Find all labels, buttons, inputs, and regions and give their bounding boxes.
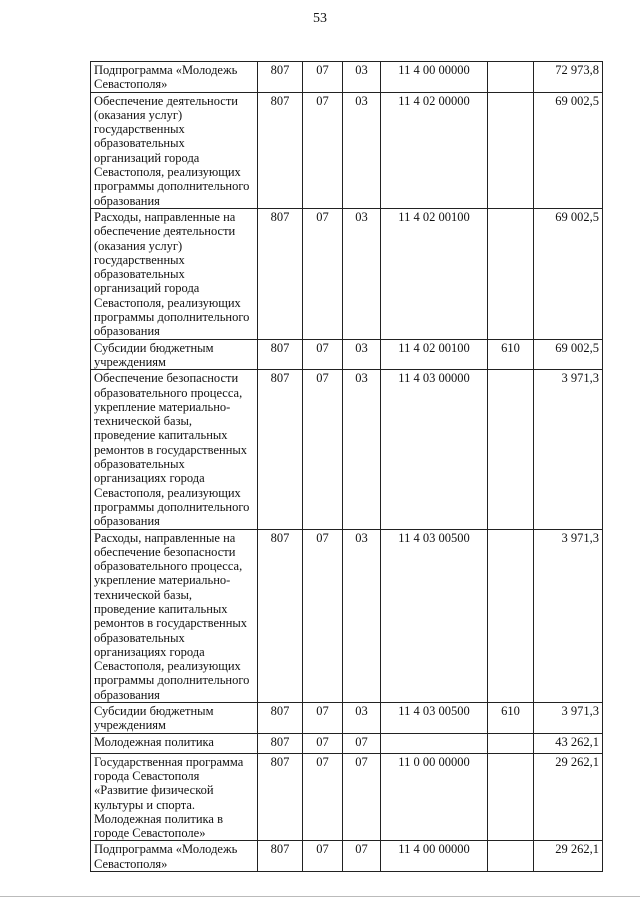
target-article-code: 11 4 00 00000 <box>381 62 488 93</box>
table-row <box>91 753 603 841</box>
row-name: Расходы, направленные на обеспечение деятельности (оказания услуг) государственных образовательных организаций города Севастополя, реализующих программы дополнительного образования <box>91 208 258 339</box>
amount: 69 002,5 <box>534 208 603 339</box>
row-name: Обеспечение безопасности образовательного процесса, укрепление материально-технической базы, проведение капитальных ремонтов в государственных образовательных организациях города Севастополя, реализующих программы дополнительного образования <box>91 370 258 529</box>
ministry-code: 807 <box>258 370 303 529</box>
subsection-code: 03 <box>343 92 381 208</box>
expense-type-code <box>488 733 534 753</box>
section-code: 07 <box>303 370 343 529</box>
target-article-code: 11 4 00 00000 <box>381 841 488 872</box>
target-article-code: 11 4 03 00500 <box>381 703 488 734</box>
target-article-code <box>381 733 488 753</box>
table-row <box>91 370 603 529</box>
ministry-code: 807 <box>258 733 303 753</box>
table-row <box>91 529 603 703</box>
subsection-code: 07 <box>343 753 381 841</box>
amount: 69 002,5 <box>534 339 603 370</box>
table-row <box>91 733 603 753</box>
subsection-code: 03 <box>343 339 381 370</box>
section-code: 07 <box>303 92 343 208</box>
ministry-code: 807 <box>258 841 303 872</box>
row-name: Обеспечение деятельности (оказания услуг) государственных образовательных организаций города Севастополя, реализующих программы дополнительного образования <box>91 92 258 208</box>
amount: 3 971,3 <box>534 529 603 703</box>
expense-type-code: 610 <box>488 339 534 370</box>
subsection-code: 07 <box>343 733 381 753</box>
expense-type-code <box>488 92 534 208</box>
target-article-code: 11 4 03 00500 <box>381 529 488 703</box>
amount: 72 973,8 <box>534 62 603 93</box>
row-name: Подпрограмма «Молодежь Севастополя» <box>91 841 258 872</box>
ministry-code: 807 <box>258 208 303 339</box>
amount: 43 262,1 <box>534 733 603 753</box>
table-row <box>91 841 603 872</box>
subsection-code: 03 <box>343 703 381 734</box>
row-name: Государственная программа города Севастополя «Развитие физической культуры и спорта. Молодежная политика в городе Севастополе» <box>91 753 258 841</box>
target-article-code: 11 4 03 00000 <box>381 370 488 529</box>
section-code: 07 <box>303 753 343 841</box>
expense-type-code <box>488 753 534 841</box>
expense-type-code <box>488 370 534 529</box>
subsection-code: 03 <box>343 529 381 703</box>
page-number: 53 <box>313 11 327 26</box>
ministry-code: 807 <box>258 339 303 370</box>
expense-type-code: 610 <box>488 703 534 734</box>
expense-type-code <box>488 529 534 703</box>
target-article-code: 11 4 02 00000 <box>381 92 488 208</box>
amount: 3 971,3 <box>534 703 603 734</box>
amount: 3 971,3 <box>534 370 603 529</box>
section-code: 07 <box>303 339 343 370</box>
row-name: Подпрограмма «Молодежь Севастополя» <box>91 62 258 93</box>
amount: 29 262,1 <box>534 841 603 872</box>
section-code: 07 <box>303 841 343 872</box>
row-name: Молодежная политика <box>91 733 258 753</box>
row-name: Субсидии бюджетным учреждениям <box>91 339 258 370</box>
target-article-code: 11 0 00 00000 <box>381 753 488 841</box>
expense-type-code <box>488 841 534 872</box>
section-code: 07 <box>303 62 343 93</box>
table-row <box>91 339 603 370</box>
amount: 29 262,1 <box>534 753 603 841</box>
target-article-code: 11 4 02 00100 <box>381 208 488 339</box>
subsection-code: 03 <box>343 370 381 529</box>
budget-table <box>90 61 603 872</box>
subsection-code: 07 <box>343 841 381 872</box>
page-bottom-edge <box>0 896 640 897</box>
target-article-code: 11 4 02 00100 <box>381 339 488 370</box>
ministry-code: 807 <box>258 703 303 734</box>
table-row <box>91 208 603 339</box>
ministry-code: 807 <box>258 529 303 703</box>
table-row <box>91 92 603 208</box>
section-code: 07 <box>303 529 343 703</box>
row-name: Расходы, направленные на обеспечение безопасности образовательного процесса, укрепление материально-технической базы, проведение капитальных ремонтов в государственных образовательных организациях города Севастополя, реализующих программы дополнительного образования <box>91 529 258 703</box>
amount: 69 002,5 <box>534 92 603 208</box>
ministry-code: 807 <box>258 62 303 93</box>
ministry-code: 807 <box>258 92 303 208</box>
subsection-code: 03 <box>343 208 381 339</box>
ministry-code: 807 <box>258 753 303 841</box>
section-code: 07 <box>303 703 343 734</box>
table-row <box>91 703 603 734</box>
table-row <box>91 62 603 93</box>
section-code: 07 <box>303 208 343 339</box>
expense-type-code <box>488 208 534 339</box>
subsection-code: 03 <box>343 62 381 93</box>
section-code: 07 <box>303 733 343 753</box>
expense-type-code <box>488 62 534 93</box>
row-name: Субсидии бюджетным учреждениям <box>91 703 258 734</box>
